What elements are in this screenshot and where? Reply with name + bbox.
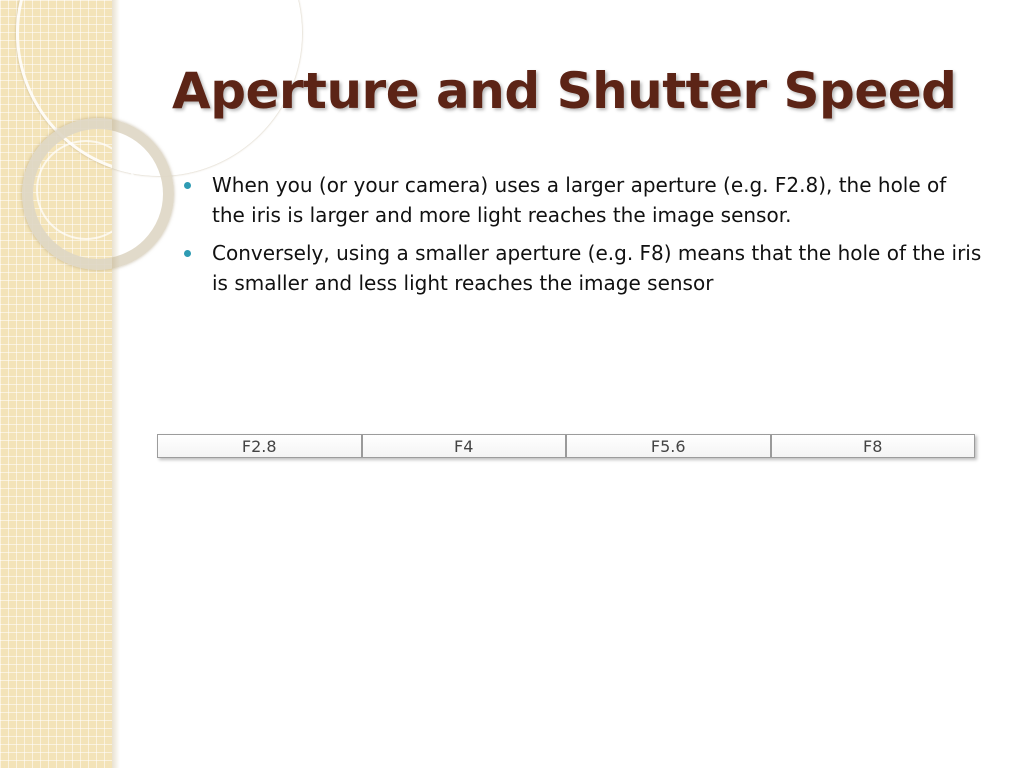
aperture-cell: F5.6	[567, 435, 772, 457]
aperture-cell: F4	[363, 435, 568, 457]
sidebar-shadow	[112, 0, 120, 768]
decorative-sidebar	[0, 0, 112, 768]
bullet-text: Conversely, using a smaller aperture (e.g. F8) means that the hole of the iris is smaller and less light reaches the image sensor	[212, 241, 982, 295]
bullet-list	[184, 170, 984, 306]
bullet-text: When you (or your camera) uses a larger aperture (e.g. F2.8), the hole of the iris is larger and more light reaches the image sensor.	[212, 173, 947, 227]
bullet-item	[184, 238, 984, 298]
aperture-scale	[157, 434, 975, 458]
bullet-item	[184, 170, 984, 230]
aperture-cell: F8	[863, 436, 883, 456]
decorative-ring-inner	[36, 140, 136, 240]
aperture-cell: F2.8	[158, 435, 363, 457]
bullet-icon	[184, 250, 191, 257]
bullet-icon	[184, 182, 191, 189]
slide-title: Aperture and Shutter Speed	[172, 62, 957, 120]
